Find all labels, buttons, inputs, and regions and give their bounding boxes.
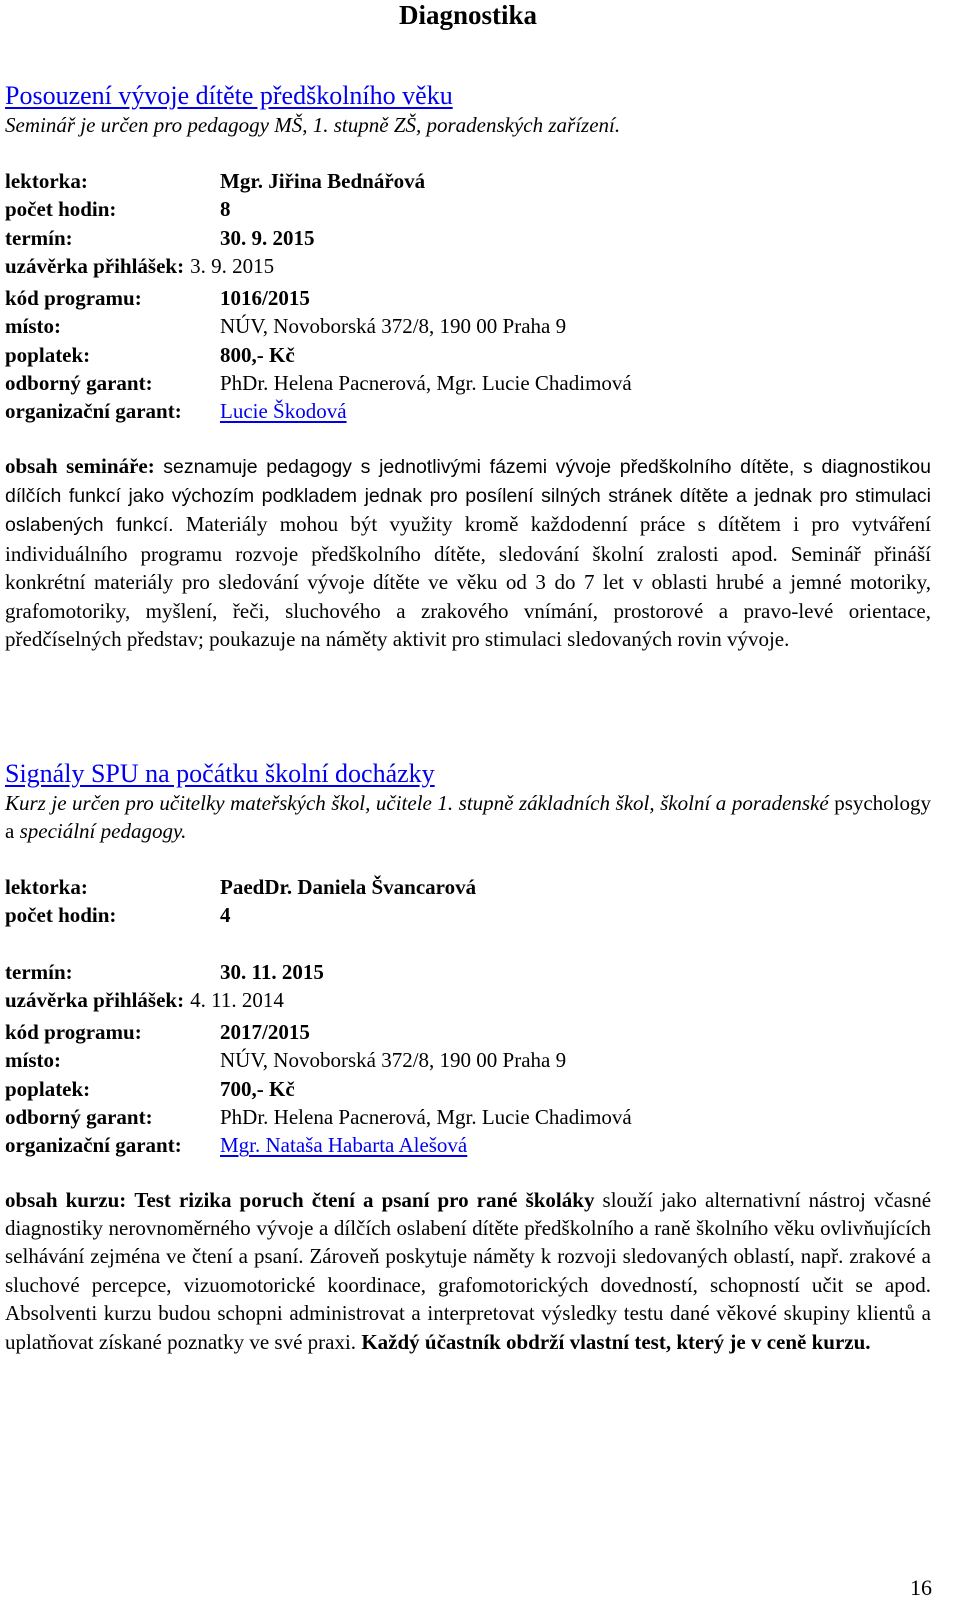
label-organizacni-garant: organizační garant:	[5, 399, 182, 424]
value-lektorka: Mgr. Jiřina Bednářová	[220, 169, 426, 193]
audience-part-b: psychology a	[5, 791, 932, 843]
label-kod: kód programu:	[5, 1020, 142, 1045]
content-text: slouží jako alternativní nástroj včasné diagnostiky nerovnoměrného vývoje a dílčích oslabení dítěte předškolního a raně školního věku ovlivňujících selhávání zejména ve čtení a psaní. Zároveň poskytuje náměty k rozvoji sledovaných oblastí, např. zrakové a sluchové percepce, vizuomotorické koordinace, grafomotorických dovedností, schopností učit se apod. Absolventi kurzu budou schopni administrovat a interpretovat výsledky testu dané věkové skupiny klientů a uplatňovat získané poznatky ve své praxi.	[5, 1187, 932, 1354]
row-kod	[5, 1018, 931, 1046]
label-odborny-garant: odborný garant:	[5, 1105, 153, 1130]
row-odborny-garant	[5, 1103, 931, 1131]
row-lektorka	[5, 167, 931, 195]
value-organizacni-garant-link[interactable]: Mgr. Nataša Habarta Alešová	[220, 1133, 468, 1158]
course-audience: Seminář je určen pro pedagogy MŠ, 1. stupně ZŠ, poradenských zařízení.	[5, 113, 621, 137]
row-uzaverka	[5, 252, 931, 280]
course-title-link[interactable]: Posouzení vývoje dítěte předškolního věku	[5, 81, 453, 110]
course-content	[5, 1186, 931, 1356]
page-title: Diagnostika	[398, 0, 538, 30]
page-number: 16	[910, 1575, 932, 1600]
row-organizacni-garant	[5, 397, 931, 425]
value-misto: NÚV, Novoborská 372/8, 190 00 Praha 9	[220, 314, 567, 339]
value-poplatek: 700,- Kč	[220, 1076, 295, 1101]
label-termin: termín:	[5, 225, 73, 250]
label-lektorka: lektorka:	[5, 875, 88, 899]
label-poplatek: poplatek:	[5, 342, 91, 367]
row-kod	[5, 284, 931, 312]
row-pocet-hodin	[5, 195, 931, 223]
row-odborny-garant	[5, 369, 931, 397]
row-organizacni-garant	[5, 1131, 931, 1159]
value-odborny-garant: PhDr. Helena Pacnerová, Mgr. Lucie Chadimová	[220, 371, 632, 396]
label-pocet-hodin: počet hodin:	[5, 197, 117, 222]
label-termin: termín:	[5, 959, 73, 984]
content-end-note: Každý účastník obdrží vlastní test, který je v ceně kurzu.	[361, 1329, 871, 1354]
label-obsah: obsah semináře:	[5, 453, 155, 478]
audience-part-a: Kurz je určen pro učitelky mateřských škol, učitele 1. stupně základních škol, školní a poradenské	[5, 791, 829, 815]
course-2	[5, 759, 931, 1356]
course-content	[5, 452, 931, 654]
label-uzaverka: uzávěrka přihlášek:	[5, 253, 185, 278]
label-poplatek: poplatek:	[5, 1076, 91, 1101]
row-poplatek	[5, 341, 931, 369]
row-misto	[5, 1046, 931, 1074]
value-pocet-hodin: 4	[220, 903, 231, 928]
label-pocet-hodin: počet hodin:	[5, 903, 117, 928]
row-lektorka	[5, 873, 931, 901]
row-pocet-hodin	[5, 901, 931, 929]
value-poplatek: 800,- Kč	[220, 342, 295, 367]
row-termin	[5, 958, 931, 986]
value-uzaverka: 3. 9. 2015	[190, 253, 275, 278]
course-info	[5, 167, 931, 426]
value-termin: 30. 11. 2015	[220, 959, 324, 984]
content-part-b: Materiály mohou být využity kromě každodenní práce s dítětem i pro vytváření individuálního programu rozvoje předškolního dítěte, sledování školní zralosti apod.	[5, 512, 932, 566]
label-misto: místo:	[5, 314, 61, 339]
content-part-c: Seminář přináší konkrétní materiály pro sledování vývoje dítěte ve věku od 3 do 7 let v oblasti hrubé a jemné motoriky, grafomotoriky, myšlení, řeči, sluchového a zrakového vnímání, prostorové a pravo-levé orientace, předčíselných představ; poukazuje na náměty aktivit pro stimulaci sledovaných rovin vývoje.	[5, 541, 931, 652]
value-misto: NÚV, Novoborská 372/8, 190 00 Praha 9	[220, 1048, 567, 1073]
label-obsah: obsah kurzu:	[5, 1187, 127, 1212]
course-info	[5, 873, 931, 1160]
value-termin: 30. 9. 2015	[220, 225, 315, 250]
row-poplatek	[5, 1075, 931, 1103]
value-lektorka: PaedDr. Daniela Švancarová	[220, 875, 477, 899]
label-organizacni-garant: organizační garant:	[5, 1133, 182, 1158]
document-page	[5, 0, 932, 1354]
row-termin	[5, 224, 931, 252]
row-uzaverka	[5, 986, 931, 1014]
value-kod: 1016/2015	[220, 286, 310, 311]
label-odborny-garant: odborný garant:	[5, 371, 153, 396]
content-part-a: seznamuje pedagogy s jednotlivými fázemi vývoje předškolního dítěte, s diagnostikou dílčích funkcí jako výchozím podkladem jednak pro posílení silných stránek dítěte a jednak pro stimulaci oslabených funkcí.	[5, 455, 931, 537]
course-title-link[interactable]: Signály SPU na počátku školní docházky	[5, 759, 435, 788]
label-lektorka: lektorka:	[5, 169, 88, 193]
course-audience	[5, 789, 931, 845]
value-pocet-hodin: 8	[220, 197, 231, 222]
label-uzaverka: uzávěrka přihlášek:	[5, 987, 185, 1012]
row-misto	[5, 312, 931, 340]
value-uzaverka: 4. 11. 2014	[190, 987, 284, 1012]
value-odborny-garant: PhDr. Helena Pacnerová, Mgr. Lucie Chadimová	[220, 1105, 632, 1130]
content-bold-test-name: Test rizika poruch čtení a psaní pro rané školáky	[134, 1187, 595, 1212]
value-organizacni-garant-link[interactable]: Lucie Škodová	[220, 399, 347, 424]
value-kod: 2017/2015	[220, 1020, 310, 1045]
audience-part-c: speciální pedagogy.	[19, 819, 187, 843]
course-1	[5, 81, 931, 654]
label-misto: místo:	[5, 1048, 61, 1073]
label-kod: kód programu:	[5, 286, 142, 311]
